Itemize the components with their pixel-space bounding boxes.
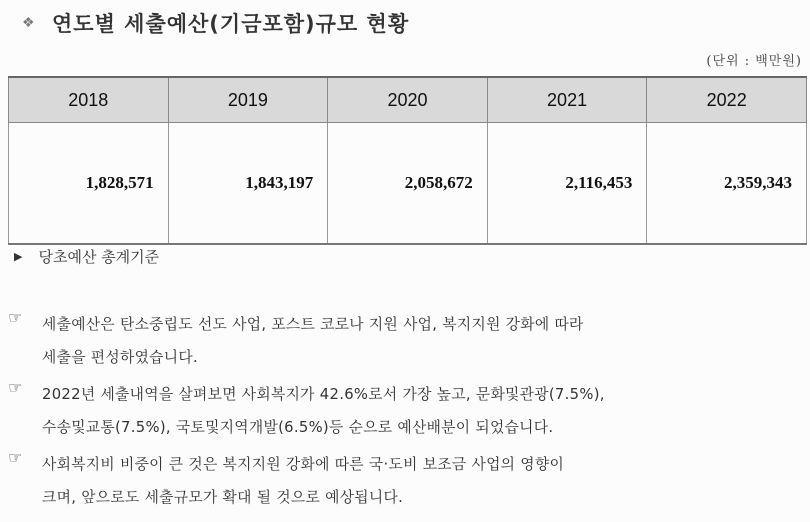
budget-value-cell: 2,058,672 (328, 123, 488, 245)
year-header: 2020 (328, 77, 488, 123)
list-item (8, 308, 808, 374)
budget-value-cell: 1,843,197 (168, 123, 328, 245)
pointing-hand-icon: ☞ (8, 308, 23, 327)
year-header: 2022 (647, 77, 807, 123)
table-row (9, 123, 807, 245)
year-header: 2018 (9, 77, 169, 123)
basis-note (14, 246, 159, 267)
note-line: 세출을 편성하였습니다. (42, 349, 198, 366)
budget-value-cell: 2,116,453 (487, 123, 647, 245)
year-header: 2019 (168, 77, 328, 123)
triangle-right-icon: ▶ (14, 250, 23, 263)
notes-list (8, 308, 808, 518)
note-line: 수송및교통(7.5%), 국토및지역개발(6.5%)등 순으로 예산배분이 되었습니다. (42, 419, 554, 436)
note-line: 세출예산은 탄소중립도 선도 사업, 포스트 코로나 지원 사업, 복지지원 강화에 따라 (42, 316, 584, 333)
budget-table (8, 76, 807, 245)
list-item (8, 378, 808, 444)
diamond-dots-icon: ❖ (22, 15, 33, 31)
pointing-hand-icon: ☞ (8, 448, 23, 467)
page-title: 연도별 세출예산(기금포함)규모 현황 (52, 12, 410, 36)
note-text (42, 448, 808, 514)
note-text (42, 378, 808, 444)
page-title-row (22, 8, 409, 38)
list-item (8, 448, 808, 514)
pointing-hand-icon: ☞ (8, 378, 23, 397)
note-line: 2022년 세출내역을 살펴보면 사회복지가 42.6%로서 가장 높고, 문화및관광(7.5%), (42, 386, 605, 403)
note-line: 사회복지비 비중이 큰 것은 복지지원 강화에 따른 국·도비 보조금 사업의 영향이 (42, 456, 565, 473)
table-header-row (9, 77, 807, 123)
basis-text: 당초예산 총계기준 (38, 248, 160, 266)
year-header: 2021 (487, 77, 647, 123)
unit-label: (단위 : 백만원) (706, 54, 802, 69)
budget-value-cell: 1,828,571 (9, 123, 169, 245)
note-line: 크며, 앞으로도 세출규모가 확대 될 것으로 예상됩니다. (42, 489, 404, 506)
budget-value-cell: 2,359,343 (647, 123, 807, 245)
note-text (42, 308, 808, 374)
